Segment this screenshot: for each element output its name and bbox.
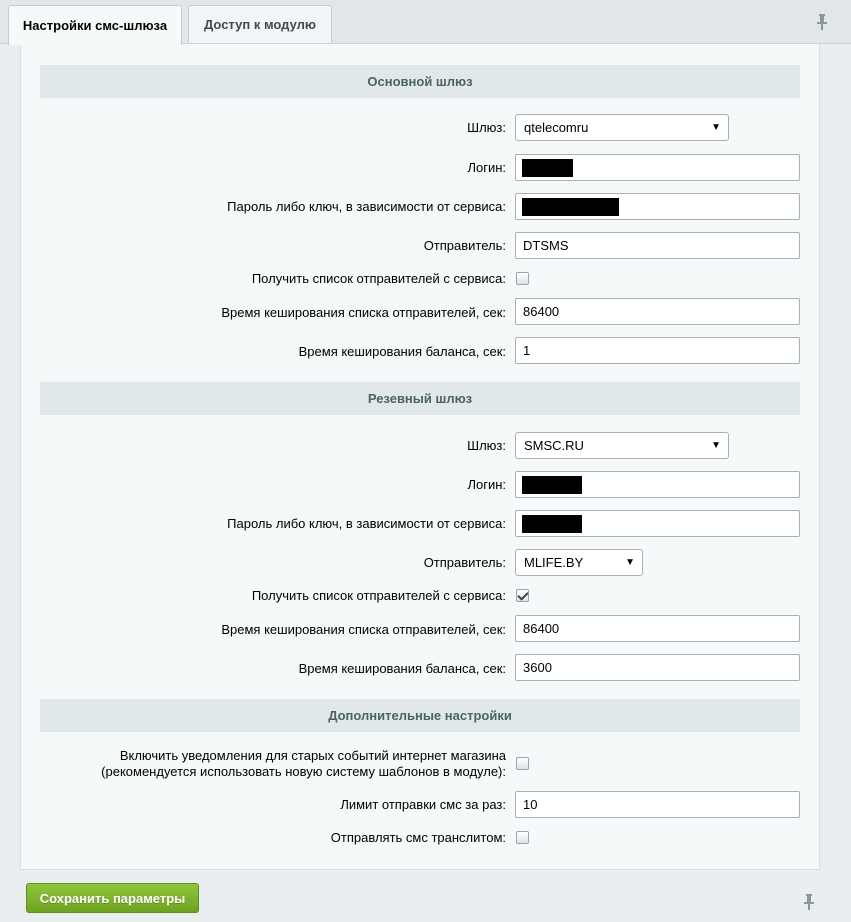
section-reserve-gateway: Резевный шлюз [40,382,800,415]
tab-module-access[interactable]: Доступ к модулю [188,5,332,43]
reserve-cache-balance-input[interactable]: 3600 [515,654,800,681]
primary-cache-balance-input[interactable]: 1 [515,337,800,364]
section-primary-gateway: Основной шлюз [40,65,800,98]
primary-cache-senders-label: Время кеширования списка отправителей, сек: [221,305,506,320]
primary-fetch-senders-checkbox[interactable] [516,272,529,285]
limit-label: Лимит отправки смс за раз: [340,797,506,812]
reserve-sender-select[interactable] [515,549,643,576]
reserve-gateway-select[interactable] [515,432,729,459]
redacted-login [522,159,573,177]
primary-password-input[interactable] [515,193,800,220]
redacted-password [522,515,582,533]
reserve-gateway-value: SMSC.RU [524,438,584,453]
reserve-login-input[interactable] [515,471,800,498]
tab-sms-gateway-settings[interactable]: Настройки смс-шлюза [8,5,182,45]
reserve-login-label: Логин: [467,477,506,492]
primary-sender-label: Отправитель: [423,238,506,253]
old-events-label-line2: (рекомендуется использовать новую систему шаблонов в модуле): [101,764,506,779]
save-button[interactable]: Сохранить параметры [26,883,199,913]
chevron-down-icon: ▼ [625,557,635,568]
chevron-down-icon: ▼ [711,440,721,451]
reserve-gateway-label: Шлюз: [467,438,506,453]
redacted-login [522,476,582,494]
translit-label: Отправлять смс транслитом: [330,830,506,845]
reserve-password-label: Пароль либо ключ, в зависимости от сервиса: [227,516,506,531]
reserve-cache-senders-label: Время кеширования списка отправителей, сек: [221,622,506,637]
chevron-down-icon: ▼ [711,122,721,133]
old-events-label-line1: Включить уведомления для старых событий интернет магазина [119,748,506,763]
reserve-password-input[interactable] [515,510,800,537]
old-events-checkbox[interactable] [516,757,529,770]
primary-gateway-value: qtelecomru [524,120,589,135]
primary-gateway-label: Шлюз: [467,120,506,135]
redacted-password [522,198,619,216]
reserve-sender-label: Отправитель: [423,555,506,570]
primary-cache-senders-input[interactable]: 86400 [515,298,800,325]
primary-fetch-senders-label: Получить список отправителей с сервиса: [251,271,506,286]
pin-icon[interactable] [803,894,815,910]
limit-input[interactable]: 10 [515,791,800,818]
reserve-cache-senders-input[interactable]: 86400 [515,615,800,642]
section-extra-settings: Дополнительные настройки [40,699,800,732]
reserve-cache-balance-label: Время кеширования баланса, сек: [298,661,506,676]
primary-sender-input[interactable]: DTSMS [515,232,800,259]
pin-icon[interactable] [816,14,828,30]
primary-login-label: Логин: [467,160,506,175]
primary-login-input[interactable] [515,154,800,181]
tab-bar [0,0,851,44]
primary-password-label: Пароль либо ключ, в зависимости от сервиса: [227,199,506,214]
reserve-sender-value: MLIFE.BY [524,555,584,570]
primary-cache-balance-label: Время кеширования баланса, сек: [298,344,506,359]
translit-checkbox[interactable] [516,831,529,844]
primary-gateway-select[interactable] [515,114,729,141]
reserve-fetch-senders-label: Получить список отправителей с сервиса: [251,588,506,603]
reserve-fetch-senders-checkbox[interactable] [516,589,529,602]
